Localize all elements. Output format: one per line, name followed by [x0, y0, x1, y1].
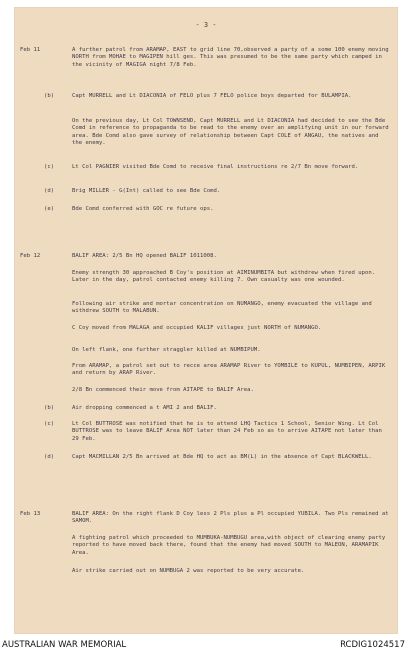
entry-text: Bde Comd conferred with GOC re future ops.: [72, 206, 214, 212]
entry-text: Brig MILLER - G(Int) called to see Bde Comd.: [72, 188, 221, 194]
entry-feb12-b: [20, 405, 390, 412]
entry-text: Following air strike and mortar concentration on NUMANGO, enemy evacuated the village and withdrew SOUTH to MALABUN.: [72, 301, 372, 315]
archive-footer: [0, 636, 409, 654]
entry-text: On the previous day, Lt Col TOWNSEND, Capt MURRELL and Lt DIACONIA had decided to see the Bde Comd in reference to propaganda to be read to the enemy over an amplifying unit in our forward area. Bde Comd also gave survey of relationship between Capt COLE of ANGAU, the natives and the enemy.: [72, 118, 389, 146]
entry-feb13-a: [20, 511, 390, 526]
entry-feb12-d: [20, 454, 390, 461]
entry-feb12-c: [20, 421, 390, 443]
entry-text: BALIF AREA: 2/5 Bn HQ opened BALIF 1011008.: [72, 253, 217, 259]
entry-feb12-a5: [20, 347, 390, 354]
entry-label: (b): [44, 93, 55, 99]
document-page: [14, 7, 398, 634]
entry-feb12-a7: [20, 387, 390, 394]
entry-label: (b): [44, 405, 55, 411]
entry-text: Air dropping commenced a t AMI 2 and BALIF.: [72, 405, 217, 411]
entry-text: A fighting patrol which proceeded to MUMBUKA-NUMBUGU area,with object of clearing enemy party reported to have moved back there, found that the enemy had moved SOUTH to MALEON, ARAMAPIK Area.: [72, 535, 386, 556]
footer-institution: AUSTRALIAN WAR MEMORIAL: [2, 640, 127, 650]
entry-feb11-a: [20, 47, 390, 69]
entry-date: Feb 12: [20, 253, 41, 259]
entry-text: On left flank, one further straggler killed at NUMBIPUM.: [72, 347, 261, 353]
entry-label: (c): [44, 421, 55, 427]
entry-feb11-b-cont: [20, 118, 390, 147]
entry-label: (d): [44, 454, 55, 460]
page-number: - 3 -: [195, 21, 217, 29]
entry-feb12-a6: [20, 363, 390, 378]
entry-date: Feb 13: [20, 511, 41, 517]
entry-feb12-a: [20, 253, 390, 260]
entry-feb13-a3: [20, 568, 390, 575]
entry-feb12-a3: [20, 301, 390, 316]
entry-text: Lt Col BUTTROSE was notified that he is to attend LHQ Tactics 1 School, Senior Wing. Lt Col BUTTROSE was to leave BALIF Area NOT later than 24 Feb so as to arrive AITAPE not later than 29 Feb.: [72, 421, 382, 442]
entry-feb11-c: [20, 164, 390, 171]
entry-text: Lt Col PAGNIER visited Bde Comd to receive final instructions re 2/7 Bn move forward.: [72, 164, 359, 170]
entry-feb12-a2: [20, 270, 390, 285]
entry-feb11-d: [20, 188, 390, 195]
entry-label: (d): [44, 188, 55, 194]
entry-text: Capt MACMILLAN 2/5 Bn arrived at Bde HQ to act as BM(L) in the absence of Capt BLACKWELL.: [72, 454, 372, 460]
entry-text: A further patrol from ARAMAP, EAST to grid line 70,observed a party of a some 100 enemy moving NORTH from MOHAE to MAGIPEN hill ges. This was presumed to be the same party which camped in the vicinity of MAGIGA night 7/8 Feb.: [72, 47, 389, 68]
entry-text: From ARAMAP, a patrol set out to recce area ARAMAP River to YOMBILE to KUPUL, NUMBIPEN, ARPIK and return by ARAP River.: [72, 363, 386, 377]
entry-feb11-e: [20, 206, 390, 213]
entry-text: Enemy strength 30 approached B Coy's position at AIMINUMBITA but withdrew when fired upon. Later in the day, patrol contacted enemy killing 7. Own casualty was one wounded.: [72, 270, 376, 284]
entry-feb12-a4: [20, 325, 390, 332]
entry-text: Capt MURRELL and Lt DIACONIA of FELO plus 7 FELO police boys departed for BULAMPIA.: [72, 93, 352, 99]
entry-text: BALIF AREA: On the right flank D Coy less 2 Pls plus a Pl occupied YUBILA. Two Pls remained at SAMOM.: [72, 511, 389, 525]
entry-label: (c): [44, 164, 55, 170]
entry-text: 2/8 Bn commenced their move from AITAPE to BALIF Area.: [72, 387, 254, 393]
entry-feb13-a2: [20, 535, 390, 557]
entry-text: C Coy moved from MALAGA and occupied KALIF villages just NORTH of NUMANGO.: [72, 325, 322, 331]
entry-date: Feb 11: [20, 47, 41, 53]
entry-text: Air strike carried out on NUMBUGA 2 was reported to be very accurate.: [72, 568, 305, 574]
entry-feb11-b: [20, 93, 390, 100]
footer-record-id: RCDIG1024517: [340, 640, 405, 650]
entry-label: (e): [44, 206, 55, 212]
